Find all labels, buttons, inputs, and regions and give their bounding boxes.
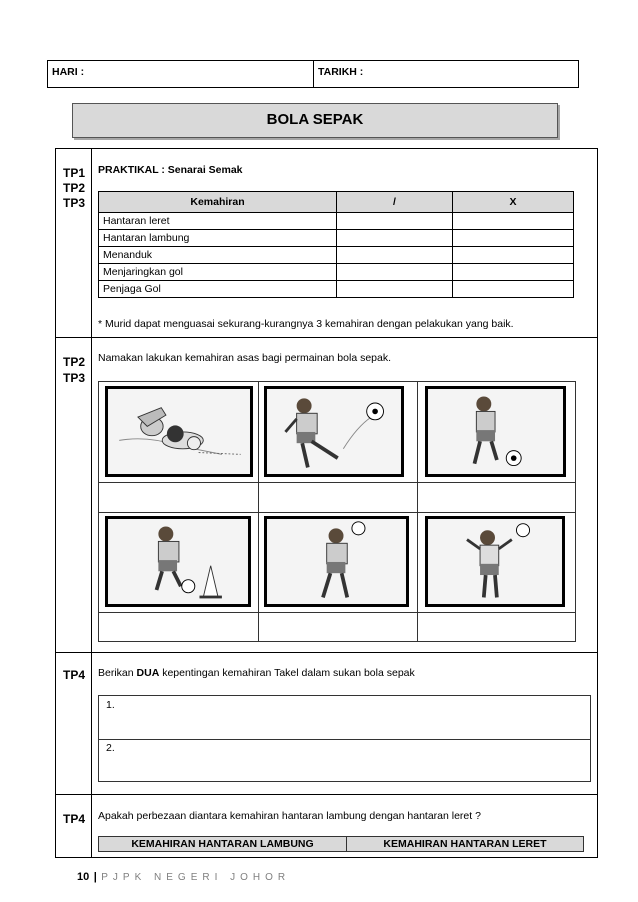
header-box: [47, 60, 579, 88]
kicking-image: [264, 386, 404, 477]
question-emphasis: DUA: [136, 667, 160, 679]
level-tp3: TP3: [63, 196, 86, 210]
header-divider: [313, 61, 314, 87]
cross-cell[interactable]: [453, 281, 574, 298]
checklist-table: [98, 191, 574, 298]
answer-line-1[interactable]: [99, 696, 590, 739]
table-row: [99, 213, 574, 230]
goalkeeper-dive-image: [105, 386, 253, 477]
answer-number: 1.: [106, 699, 115, 711]
section3-level: TP4: [63, 668, 86, 682]
check-cell[interactable]: [337, 247, 453, 264]
check-cell[interactable]: [337, 281, 453, 298]
cross-cell[interactable]: [453, 230, 574, 247]
footer: [77, 867, 290, 885]
answer-cell[interactable]: [258, 612, 416, 641]
answer-cell[interactable]: [417, 612, 575, 641]
section1-levels: [63, 166, 85, 211]
level-tp1: TP1: [63, 166, 86, 180]
table-row: [99, 281, 574, 298]
level-tp2: TP2: [63, 181, 86, 195]
col-lambung: KEMAHIRAN HANTARAN LAMBUNG: [131, 838, 314, 850]
dribbling-cone-image: [105, 516, 251, 607]
page-title: BOLA SEPAK: [266, 111, 364, 128]
cross-cell[interactable]: [453, 264, 574, 281]
footer-org: PJPK NEGERI JOHOR: [101, 872, 291, 883]
cross-cell[interactable]: [453, 213, 574, 230]
dribbling-image: [425, 386, 566, 477]
answer-number: 2.: [106, 742, 115, 754]
answer-cell[interactable]: [99, 612, 257, 641]
footer-separator: |: [93, 871, 97, 883]
col-cross: X: [453, 192, 574, 213]
answer-cell[interactable]: [258, 482, 416, 511]
section4-question: Apakah perbezaan diantara kemahiran hantaran lambung dengan hantaran leret ?: [98, 810, 481, 822]
level-tp3: TP3: [63, 371, 86, 385]
section2-levels: [63, 354, 85, 386]
answer-cell[interactable]: [99, 482, 257, 511]
answer-cell[interactable]: [417, 482, 575, 511]
skill-name: Hantaran lambung: [99, 230, 337, 247]
section2-question: Namakan lakukan kemahiran asas bagi permainan bola sepak.: [98, 352, 392, 364]
section1-heading: PRAKTIKAL : Senarai Semak: [98, 164, 243, 176]
table-row: [99, 247, 574, 264]
table-row: [99, 230, 574, 247]
cross-cell[interactable]: [453, 247, 574, 264]
level-tp2: TP2: [63, 355, 86, 369]
title-banner: [72, 103, 558, 138]
skill-name: Hantaran leret: [99, 213, 337, 230]
heading-image: [264, 516, 409, 607]
col-check: /: [337, 192, 453, 213]
section4-level: TP4: [63, 812, 86, 826]
question-text: Berikan: [98, 667, 137, 679]
section1-note: * Murid dapat menguasai sekurang-kurangnya 3 kemahiran dengan pelakukan yang baik.: [98, 318, 514, 330]
col-leret: KEMAHIRAN HANTARAN LERET: [383, 838, 547, 850]
check-cell[interactable]: [337, 230, 453, 247]
answer-box: [98, 695, 591, 782]
comparison-header: [98, 836, 584, 852]
skill-name: Menanduk: [99, 247, 337, 264]
answer-line-2[interactable]: [99, 740, 590, 781]
hari-label: HARI :: [52, 66, 85, 78]
skill-name: Penjaga Gol: [99, 281, 337, 298]
check-cell[interactable]: [337, 264, 453, 281]
section3-question: [98, 667, 415, 679]
col-kemahiran: Kemahiran: [99, 192, 337, 213]
table-row: [99, 264, 574, 281]
tarikh-label: TARIKH :: [318, 66, 364, 78]
question-text: kepentingan kemahiran Takel dalam sukan bola sepak: [159, 667, 415, 679]
checklist-header-row: [99, 192, 574, 213]
skill-name: Menjaringkan gol: [99, 264, 337, 281]
heading-jump-image: [425, 516, 565, 607]
page-number: 10: [77, 871, 90, 883]
check-cell[interactable]: [337, 213, 453, 230]
